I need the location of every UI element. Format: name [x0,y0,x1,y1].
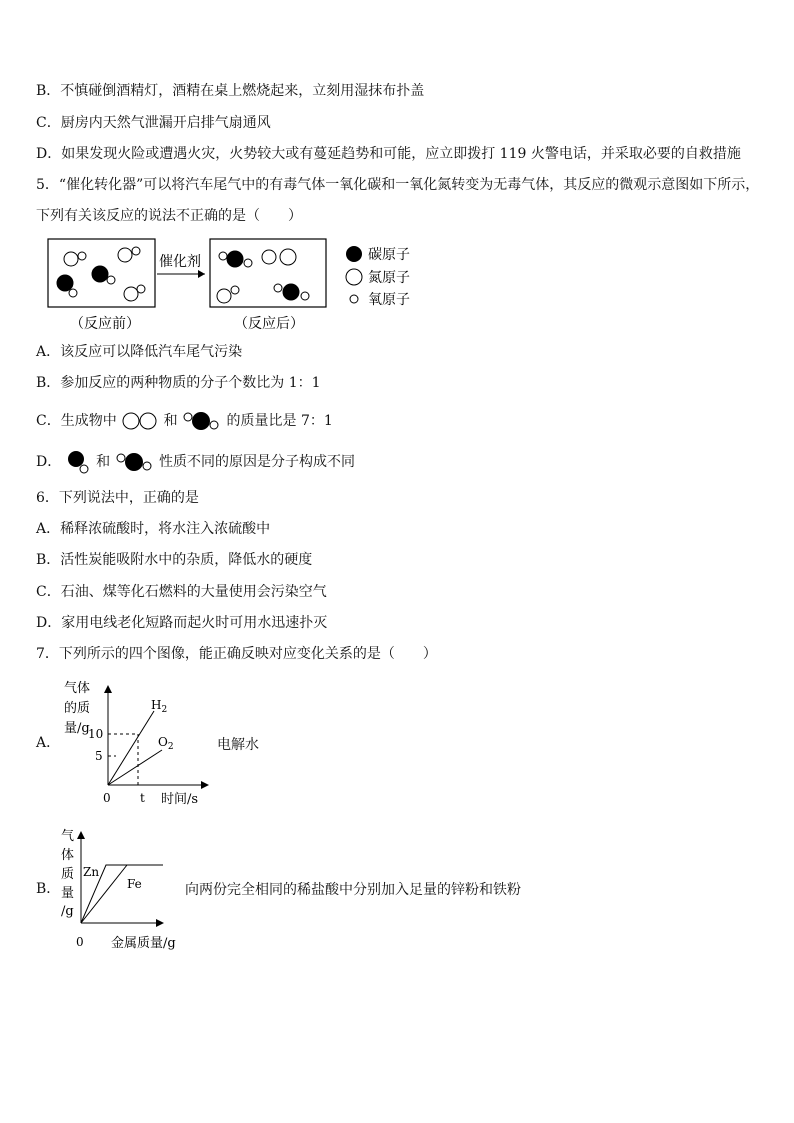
n-atom [124,287,138,301]
x-axis-arrow-icon [201,781,209,789]
y-axis-label-4: 量 [61,886,75,901]
o-atom [301,292,309,300]
q5-option-b: B．参加反应的两种物质的分子个数比为 1：1 [36,375,321,391]
legend-oxygen: 氧原子 [368,292,410,308]
n-atom [217,289,231,303]
q5-option-d-and: 和 [96,454,111,470]
y-axis-label-2: 体 [61,848,75,863]
o-atom [219,252,227,260]
c-atom [283,284,299,300]
q7-option-a-letter: A． [36,735,61,751]
o-atom [231,286,239,294]
x-tick-t: t [140,791,145,805]
after-caption: （反应后） [234,316,304,332]
q6-option-d: D．家用电线老化短路而起火时可用水迅速扑灭 [36,615,328,631]
carbon-legend-icon [346,246,362,262]
q5-stem-line2: 下列有关该反应的说法不正确的是（ ） [36,208,302,224]
series-fe-label: Fe [127,877,142,891]
y-tick-5: 5 [95,749,103,763]
series-o2-label: $O_2$ [158,735,174,752]
n-atom [64,252,78,266]
q7-stem: 7．下列所示的四个图像，能正确反映对应变化关系的是（ ） [36,646,437,662]
q6-option-b: B．活性炭能吸附水中的杂质，降低水的硬度 [36,552,313,568]
chart-metal-acid [58,826,188,951]
q7-option-b-letter: B． [36,881,61,897]
n-atom [118,248,132,262]
q4-option-d: D．如果发现火险或遭遇火灾，火势较大或有蔓延趋势和可能，应立即拨打 119 火警电话，并采取必要的自救措施 [36,146,741,162]
catalyst-label: 催化剂 [159,254,201,270]
origin-label: 0 [103,791,111,805]
o-atom [137,285,145,293]
q4-option-b: B．不慎碰倒酒精灯，酒精在桌上燃烧起来，立刻用湿抹布扑盖 [36,83,425,99]
x-axis-label: 金属质量/g [111,936,176,951]
y-axis-label-line1: 气体 [64,681,91,696]
x-axis-label: 时间/s [161,792,199,807]
q5-option-c [36,410,333,432]
q5-option-c-prefix: C．生成物中 [36,413,117,429]
o-atom [132,247,140,255]
co-molecule-icon [66,450,92,474]
oxygen-legend-icon [350,295,358,303]
legend-carbon: 碳原子 [368,247,410,263]
q5-option-c-and: 和 [163,413,178,429]
o-atom [244,259,252,267]
q7-option-a-desc: 电解水 [217,737,259,753]
o-atom [274,284,282,292]
origin-label: 0 [76,935,84,949]
q5-option-d-suffix: 性质不同的原因是分子构成不同 [159,454,356,470]
y-axis-label-line3: 量/g [64,721,90,736]
y-axis-arrow-icon [104,685,112,693]
q5-stem-line1: 5．“催化转化器”可以将汽车尾气中的有毒气体一氧化碳和一氧化氮转变为无毒气体，其反应的微观示意图如下所示， [36,177,760,193]
x-axis-arrow-icon [156,919,164,927]
before-caption: （反应前） [70,316,140,332]
y-axis-label-1: 气 [61,829,75,844]
series-zn-label: Zn [83,865,100,879]
nitrogen-legend-icon [346,269,362,285]
arrow-head-icon [198,270,205,278]
series-h2-label: $H_2$ [151,698,168,715]
n-atom [262,250,276,264]
o-atom [107,276,115,284]
h2-line [108,711,154,785]
reaction-diagram [40,232,430,336]
y-tick-10: 10 [88,727,104,741]
c-atom [57,275,73,291]
chart-electrolysis [58,677,228,809]
q5-option-d-prefix: D． [36,454,62,470]
q4-option-c: C．厨房内天然气泄漏开启排气扇通风 [36,115,271,131]
y-axis-label-line2: 的质 [64,701,91,716]
q7-option-b-desc: 向两份完全相同的稀盐酸中分别加入足量的锌粉和铁粉 [185,882,521,898]
co2-molecule-icon [115,451,155,473]
q5-option-d [36,450,355,474]
q5-option-a: A．该反应可以降低汽车尾气污染 [36,344,243,360]
n-atom [280,249,296,265]
y-axis-label-3: 质 [61,867,75,882]
o2-line [108,750,162,785]
y-axis-label-5: /g [61,904,74,919]
legend-nitrogen: 氮原子 [368,270,410,286]
n2-molecule-icon [121,411,159,431]
o-atom [69,289,77,297]
q5-option-c-suffix: 的质量比是 7：1 [226,413,333,429]
q6-option-c: C．石油、煤等化石燃料的大量使用会污染空气 [36,584,327,600]
c-atom [227,251,243,267]
co2-molecule-icon [182,410,222,432]
q6-stem: 6．下列说法中，正确的是 [36,490,199,506]
c-atom [92,266,108,282]
q6-option-a: A．稀释浓硫酸时，将水注入浓硫酸中 [36,521,271,537]
y-axis-arrow-icon [77,831,85,839]
o-atom [78,252,86,260]
